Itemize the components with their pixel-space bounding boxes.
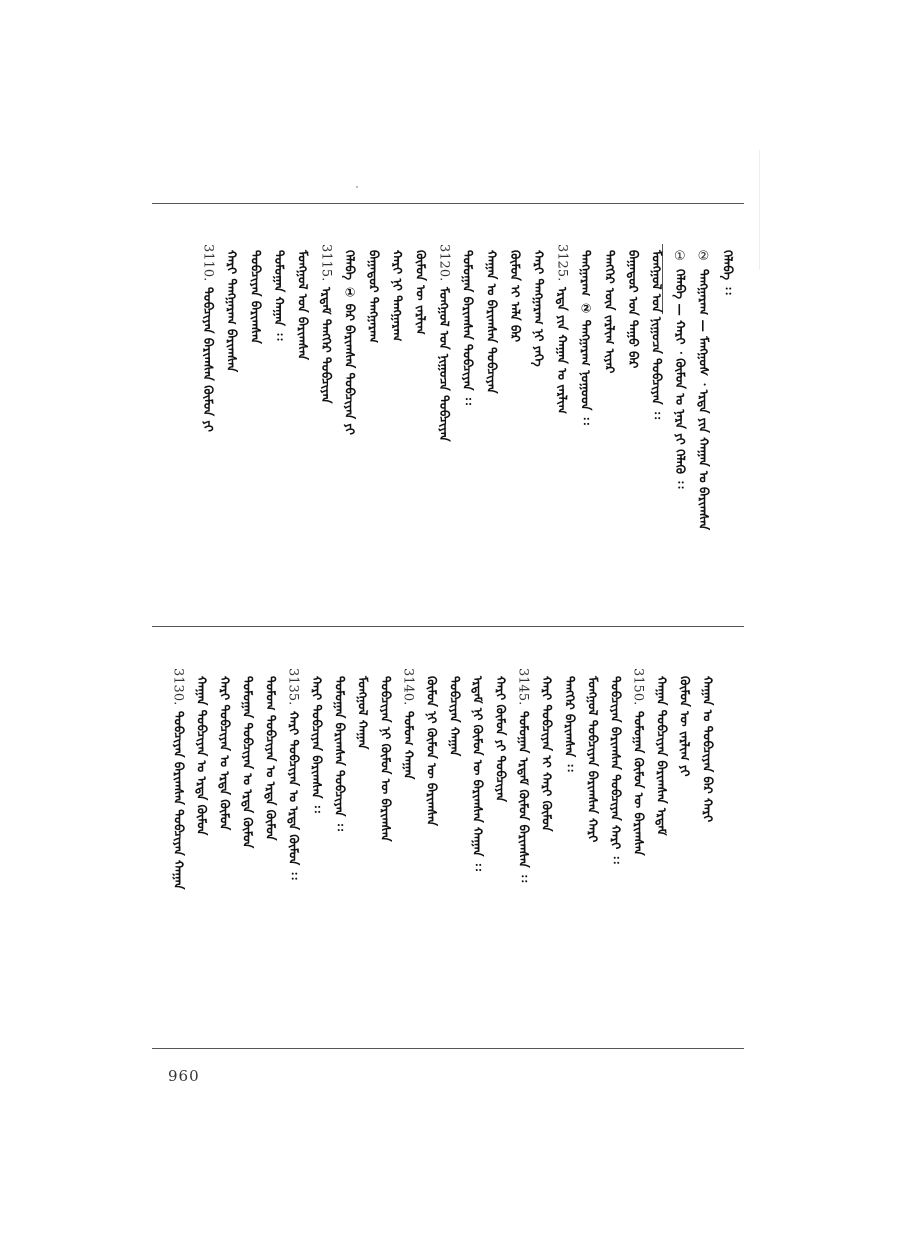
page-number: 960: [168, 1067, 200, 1085]
verse-line: ᠬᠠᠷᠢ ᠲᠣᠪᠴᠢᠶᠠᠨ ᠪᠠᠷᠢᠭᠰᠠᠨ ᠄᠄: [309, 676, 325, 813]
lower-section-column: [466, 676, 488, 871]
lower-section-column: [581, 676, 603, 842]
verse-line: ᠮᠣᠩᠭᠣᠯ ᠤᠨ ᠪᠠᠷᠢᠭᠰᠠᠨ: [295, 250, 311, 360]
upper-section-column: [574, 250, 596, 425]
top-rule: [152, 203, 744, 204]
verse-line: ᠲᠣᠪᠴᠢᠶᠠᠨ ᠪᠠᠷᠢᠭᠰᠠᠨ ᠬᠦᠮᠦᠨ ᠶᠢ: [201, 287, 217, 433]
lower-section-column: [397, 668, 419, 780]
verse-line: ᠬᠦᠮᠦᠨ ᠦ ᠵᠠᠷᠯᠢᠭ: [413, 250, 429, 335]
footnote-marker: ①: [673, 249, 686, 264]
lower-section-column: [167, 668, 189, 890]
verse-line: ᠲᠣᠮᠣᠭ ᠲᠣᠪᠴᠢᠶᠠᠨ ᠤ ᠡᠷᠳᠡ ᠬᠦᠮᠦᠨ: [263, 676, 279, 841]
verse-line: ᠬᠠᠭᠠᠨ ᠤ ᠲᠣᠪᠴᠢᠶᠠᠨ ᠪᠠᠷ ᠬᠠᠷᠢ: [700, 676, 716, 823]
upper-section-column: [716, 250, 738, 295]
verse-line: ᠬᠠᠭᠠᠨ ᠲᠣᠪᠴᠢᠶᠠᠨ ᠪᠠᠷᠢᠭᠰᠠᠨ ᠡᠷᠳᠡᠮ: [654, 676, 670, 836]
upper-section-column: [433, 244, 455, 442]
verse-line: ᠲᠡᠩᠭᠡᠷ ᠦᠨ ᠵᠠᠷᠯᠢᠭ ᠢᠶᠠᠷ: [602, 250, 618, 374]
verse-line: ᠲᠣᠪᠴᠢᠶᠠᠨ ᠪᠠᠷᠢᠭᠰᠠᠨ ᠲᠣᠪᠴᠢᠶᠠᠨ ᠬᠠᠷᠢ ᠄᠄: [608, 676, 624, 864]
lower-section-column: [696, 676, 718, 822]
line-number: 3130.: [170, 668, 186, 706]
verse-line: ᠲᠣᠮᠣᠭᠠᠨ ᠡᠷᠳᠡᠮ ᠬᠦᠮᠦᠨ ᠪᠠᠷᠢᠭᠰᠠᠨ ᠄᠄: [516, 711, 532, 883]
lower-section-column: [535, 676, 557, 831]
line-number: 3110.: [200, 244, 216, 282]
verse-line: ᠮᠣᠩᠭᠣᠯ ᠤᠨ ᠨᠢᠭᠤᠴᠠ ᠲᠣᠪᠴᠢᠶᠠᠨ ᠄᠄: [649, 250, 665, 420]
verse-line: ᠬᠦᠮᠦᠨ ᠢ ᠠᠯᠠ ᠪᠠᠷ: [507, 250, 523, 343]
upper-section-column: [527, 250, 549, 367]
verse-line: ᠮᠣᠩᠭᠣᠯ ᠲᠣᠪᠴᠢᠶᠠᠨ ᠪᠠᠷᠢᠭᠰᠠᠨ ᠬᠠᠷᠢ: [585, 676, 601, 843]
verse-line: ᠲᠣᠮᠣᠭᠠᠨ ᠪᠠᠷᠢᠭᠰᠠᠨ ᠲᠣᠪᠴᠢᠶᠠᠨ ᠄᠄: [332, 676, 348, 831]
verse-line: ᠬᠠᠷᠢ ᠬᠦᠮᠦᠨ ᠶᠢ ᠲᠣᠪᠴᠢᠶᠠᠨ: [493, 676, 509, 803]
section-divider-rule: [152, 626, 744, 627]
lower-section-column: [328, 676, 350, 831]
upper-section-column: [669, 250, 691, 488]
verse-line: ᠬᠠᠷᠢ ᠲᠣᠪᠴᠢᠶᠠᠨ ᠤ ᠡᠷᠳᠡ ᠬᠦᠮᠦᠨ ᠄᠄: [286, 711, 302, 880]
line-number: 3145.: [515, 668, 531, 706]
verse-line: ᠲᠣᠪᠴᠢᠶᠠᠨ ᠪᠠᠷᠢᠭᠰᠠᠨ: [248, 250, 264, 344]
line-number: 3150.: [630, 668, 646, 706]
upper-section-column: [598, 250, 620, 373]
verse-line: ᠬᠡᠯᠡᠪᠡ — ᠬᠠᠷᠢ ᠂ ᠬᠦᠮᠦᠨ ᠤ ᠨᠡᠷᠡ ᠶᠢ ᠬᠡᠯᠡᠬᠦ ᠄᠄: [673, 269, 689, 489]
verse-line: ᠡᠷᠳᠡᠮ ᠲᠡᠩᠭᠡᠷ ᠲᠣᠪᠴᠢᠶᠠᠨ: [319, 287, 335, 404]
upper-section-column: [409, 250, 431, 335]
verse-line: ᠲᠠᠩᠭᠠᠷᠠᠭ ② ᠲᠠᠩᠭᠠᠷᠠᠭ ᠨᠣᠭᠤᠳ ᠄᠄: [578, 250, 594, 425]
lower-section-column: [443, 676, 465, 756]
verse-line: ᠬᠠᠷᠢ ᠨᠢ ᠲᠠᠩᠭᠠᠷᠠᠭ: [389, 250, 405, 342]
upper-section-column: [504, 250, 526, 342]
verse-line: ᠲᠣᠮᠣᠭᠠᠨ ᠬᠠᠭᠠᠨ ᠄᠄: [271, 250, 287, 341]
upper-section-column: [645, 250, 667, 419]
verse-line: ᠬᠠᠭᠠᠨ ᠤ ᠪᠠᠷᠢᠭᠰᠠᠨ ᠲᠣᠪᠴᠢᠶᠠᠨ: [484, 250, 500, 394]
verse-line: ᠬᠠᠷᠢ ᠲᠠᠩᠭᠠᠷᠠᠭ ᠪᠠᠷᠢᠭᠰᠠᠨ: [224, 250, 240, 373]
line-number: 3135.: [285, 668, 301, 706]
verse-line: ᠲᠣᠮᠣᠭ ᠬᠠᠭᠠᠨ: [401, 711, 417, 780]
lower-section-column: [259, 676, 281, 841]
verse-line: ᠬᠦᠮᠦᠨ ᠦ ᠵᠠᠷᠯᠢᠭ ᠶᠢ: [677, 676, 693, 777]
footnote-marker: ②: [697, 249, 710, 264]
scan-edge-shadow: [759, 150, 760, 270]
verse-line: ᠲᠡᠩᠭᠡᠷ ᠪᠠᠷᠢᠭᠰᠠᠨ ᠄᠄: [562, 676, 578, 772]
upper-section-column: [386, 250, 408, 341]
upper-section-column: [315, 244, 337, 404]
verse-line: ᠲᠣᠪᠴᠢᠶᠠᠨ ᠪᠠᠷᠢᠭᠰᠠᠨ ᠲᠣᠪᠴᠢᠶᠠᠨ ᠬᠠᠭᠠᠨ: [171, 711, 187, 890]
lower-section-column: [374, 676, 396, 842]
upper-section-column: [622, 250, 644, 368]
upper-section-column: [456, 250, 478, 405]
upper-section-column: [480, 250, 502, 394]
verse-line: ᠪᠠᠭᠠᠲᠤᠷ ᠲᠠᠩᠭᠠᠷᠠᠭ: [366, 250, 382, 343]
verse-line: ᠡᠷᠳᠡᠮ ᠨᠢ ᠬᠦᠮᠦᠨ ᠦ ᠪᠠᠷᠢᠭᠰᠠᠨ ᠬᠠᠭᠠᠨ ᠄᠄: [470, 676, 486, 871]
lower-section-column: [213, 676, 235, 830]
upper-section-column: [291, 250, 313, 360]
verse-line: ᠬᠦᠮᠦᠨ ᠨᠢ ᠬᠦᠮᠦᠨ ᠦ ᠪᠠᠷᠢᠭᠰᠠᠨ: [424, 676, 440, 826]
line-number: 3125.: [554, 244, 570, 282]
line-number: 3120.: [436, 244, 452, 282]
lower-section-column: [305, 676, 327, 813]
lower-section-column: [650, 676, 672, 836]
lower-section-column: [627, 668, 649, 856]
verse-line: ᠲᠣᠪᠴᠢᠶᠠᠨ ᠨᠢ ᠬᠦᠮᠦᠨ ᠦ ᠪᠠᠷᠢᠭᠰᠠᠨ: [378, 676, 394, 842]
lower-section-column: [604, 676, 626, 864]
verse-line: ᠲᠣᠪᠴᠢᠶᠠᠨ ᠬᠠᠭᠠᠨ: [447, 676, 463, 757]
lower-section-column: [420, 676, 442, 826]
verse-line: ᠲᠣᠮᠣᠭᠠᠨ ᠪᠠᠷᠢᠭᠰᠠᠨ ᠲᠣᠪᠴᠢᠶᠠᠨ ᠄᠄: [460, 250, 476, 405]
upper-section-column: [197, 244, 219, 432]
verse-line: ᠡᠷᠳᠡ ᠶᠢᠨ ᠬᠠᠭᠠᠨ ᠤ ᠵᠠᠷᠯᠢᠭ: [555, 287, 571, 415]
verse-line: ᠪᠠᠭᠠᠲᠤᠷ ᠤᠨ ᠳᠠᠭᠤ ᠪᠠᠷ: [625, 250, 641, 369]
lower-section-column: [351, 676, 373, 749]
verse-line: ᠬᠠᠭᠠᠨ ᠲᠣᠪᠴᠢᠶᠠᠨ ᠤ ᠡᠷᠳᠡ ᠬᠦᠮᠦᠨ: [194, 676, 210, 836]
verse-line: ᠲᠣᠮᠣᠭᠠᠨ ᠲᠣᠪᠴᠢᠶᠠᠨ ᠤ ᠡᠷᠳᠡ ᠬᠦᠮᠦᠨ: [240, 676, 256, 849]
lower-section-column: [282, 668, 304, 880]
verse-line: ᠲᠣᠮᠣᠭᠠᠨ ᠬᠦᠮᠦᠨ ᠦ ᠪᠠᠷᠢᠭᠰᠠᠨ: [631, 711, 647, 856]
verse-line: ᠮᠣᠩᠭᠣᠯ ᠤᠨ ᠨᠢᠭᠤᠴᠠ ᠲᠣᠪᠴᠢᠶᠠᠨ: [437, 287, 453, 442]
verse-line: ᠬᠠᠷᠢ ᠲᠠᠩᠭᠠᠷᠠᠭ ᠨᠢ ᠶᠡᠬᠡ: [531, 250, 547, 367]
verse-line: ᠮᠣᠩᠭᠣᠯ ᠬᠠᠭᠠᠨ: [355, 676, 371, 750]
bottom-rule: [152, 1048, 744, 1049]
upper-section-column: [220, 250, 242, 372]
lower-section-column: [512, 668, 534, 882]
line-number: 3140.: [400, 668, 416, 706]
verse-line: ᠬᠠᠷᠢ ᠲᠣᠪᠴᠢᠶᠠᠨ ᠢ ᠬᠠᠷᠢ ᠬᠦᠮᠦᠨ: [539, 676, 555, 832]
upper-section-column: [692, 250, 714, 530]
scan-speck: [356, 186, 358, 188]
upper-section-column: [362, 250, 384, 343]
upper-section-column: [244, 250, 266, 344]
verse-line: ᠲᠠᠩᠭᠠᠷᠠᠭ — ᠮᠠᠩᠭᠤᠰ ᠂ ᠡᠷᠳᠡ ᠶᠢᠨ ᠬᠠᠭᠠᠨ ᠤ ᠪᠠᠷᠢᠭᠰᠠᠨ: [696, 269, 712, 531]
verse-line: ᠬᠡᠯᠡᠪᠡ ᠄᠄: [720, 250, 736, 295]
lower-section-column: [558, 676, 580, 772]
verse-line: ᠬᠠᠷᠢ ᠲᠣᠪᠴᠢᠶᠠᠨ ᠤ ᠡᠷᠳᠡ ᠬᠦᠮᠦᠨ: [217, 676, 233, 831]
line-number: 3115.: [318, 244, 334, 282]
upper-section-column: [338, 250, 360, 435]
upper-section-column: [551, 244, 573, 414]
lower-section-column: [190, 676, 212, 835]
lower-section-column: [489, 676, 511, 802]
upper-section-column: [268, 250, 290, 340]
lower-section-column: [673, 676, 695, 777]
lower-section-column: [236, 676, 258, 848]
verse-line: ᠬᠡᠯᠡᠪᠡ ① ᠪᠠᠷ ᠪᠠᠷᠢᠭᠰᠠᠨ ᠲᠣᠪᠴᠢᠶᠠᠨ ᠶᠢ: [342, 250, 358, 435]
